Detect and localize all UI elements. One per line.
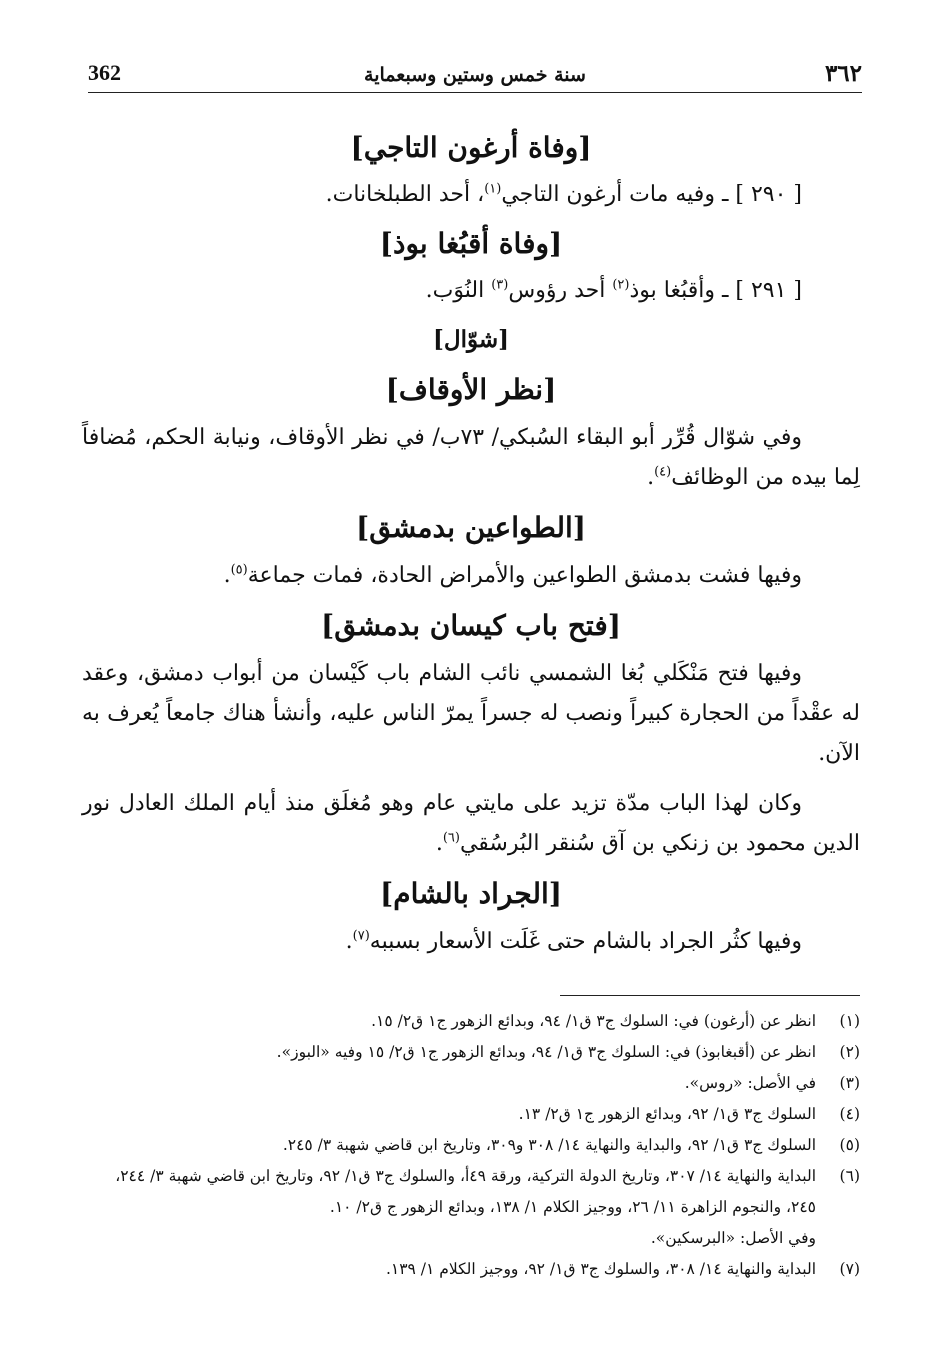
entry-290 (82, 176, 860, 214)
paragraph-text: وفيها فشت بدمشق الطواعين والأمراض الحادة، فمات جماعة (247, 563, 802, 588)
page-number-arabic: ٣٦٢ (824, 60, 862, 87)
footnote-ref[interactable]: (٥) (230, 562, 248, 578)
footnote (82, 1161, 860, 1223)
footnote-ref[interactable]: (٦) (442, 830, 460, 846)
section-heading: [فتح باب كيسان بدمشق] (320, 609, 621, 642)
footnote-text: السلوك ج٣ ق١/ ٩٢، والبداية والنهاية ١٤/ ٣٠٨ و٣٠٩، وتاريخ ابن قاضي شهبة ٣/ ٢٤٥. (282, 1136, 816, 1154)
footnote-text: البداية والنهاية ١٤/ ٣٠٧، وتاريخ الدولة التركية، ورقة ٤٩أ، والسلوك ج٣ ق١/ ٩٢، وتاريخ ابن قاضي شهبة ٣/ ٢٤٤، ٢٤٥، والنجوم الزاهرة ١١/ ٢٦، ووجيز الكلام ١/ ١٣٨، وبدائع الزهور ج ق٢/ ١٠. (115, 1167, 816, 1216)
footnote-number: (٤) (839, 1105, 860, 1123)
footnote-continuation: وفي الأصل: «البرسكين». (650, 1229, 816, 1247)
paragraph (82, 922, 860, 962)
paragraph-text: وفي شوّال قُرِّر أبو البقاء السُبكي/ ٧٣ب/ في نظر الأوقاف، ونيابة الحكم، مُضافاً لِما بيده من الوظائف (82, 425, 860, 490)
main-text (82, 118, 860, 972)
paragraph (82, 418, 860, 498)
paragraph-text: وفيها كثُر الجراد بالشام حتى غَلَت الأسعار بسببه (369, 929, 802, 954)
paragraph-text: . (223, 563, 231, 588)
footnote-number: (٦) (839, 1167, 860, 1185)
footnote-text: انظر عن (أرغون) في: السلوك ج٣ ق١/ ٩٤، وبدائع الزهور ج١ ق٢/ ١٥. (371, 1012, 816, 1030)
footnote-number: (١) (839, 1012, 860, 1030)
footnote-ref[interactable]: (٤) (654, 464, 672, 480)
paragraph-text: . (435, 831, 443, 856)
paragraph-text: وكان لهذا الباب مدّة تزيد على مايتي عام وهو مُغلَق منذ أيام الملك العادل نور الدين محمود بن زنكي بن آق سُنقر البُرسُقي (82, 791, 860, 856)
paragraph-text: . (647, 465, 655, 490)
section-heading: [نظر الأوقاف] (385, 373, 557, 406)
entry-text: [ ٢٩١ ] ـ وأقبُغا بوذ (629, 278, 802, 303)
page-header (88, 58, 862, 93)
page-number-latin: 362 (88, 60, 121, 85)
footnote-ref[interactable]: (٣) (491, 277, 509, 293)
paragraph (82, 784, 860, 864)
footnote-number: (٣) (839, 1074, 860, 1092)
entry-291 (82, 272, 860, 310)
footnote-divider (560, 995, 860, 996)
entry-text: ، أحد الطبلخانات. (325, 182, 485, 207)
month-heading: [شوّال] (432, 326, 510, 353)
footnote-ref[interactable]: (٢) (612, 277, 630, 293)
paragraph: وفيها فتح مَنْكَلي بُغا الشمسي نائب الشام باب كَيْسان من أبواب دمشق، وعقد له عقْداً من الحجارة كبيراً ونصب له جسراً يمرّ الناس عليه، وأنشأ هناك جامعاً يُعرف به الآن. (82, 661, 860, 766)
footnote (82, 1099, 860, 1130)
footnotes (82, 1006, 860, 1285)
footnote-number: (٢) (839, 1043, 860, 1061)
section-heading: [وفاة أرغون التاجي] (350, 131, 592, 164)
entry-text: أحد رؤوس (508, 278, 613, 303)
footnote-text: انظر عن (أقبغابوذ) في: السلوك ج٣ ق١/ ٩٤، وبدائع الزهور ج١ ق٢/ ١٥ وفيه «البوز». (276, 1043, 816, 1061)
paragraph (82, 556, 860, 596)
footnote (82, 1254, 860, 1285)
footnote (82, 1006, 860, 1037)
entry-text: [ ٢٩٠ ] ـ وفيه مات أرغون التاجي (501, 182, 802, 207)
footnote-ref[interactable]: (٧) (352, 928, 370, 944)
footnote-text: في الأصل: «روس». (684, 1074, 816, 1092)
footnote-text: السلوك ج٣ ق١/ ٩٢، وبدائع الزهور ج١ ق٢/ ١٣. (518, 1105, 816, 1123)
footnote-ref[interactable]: (١) (484, 181, 502, 197)
running-title: سنة خمس وستين وسبعماية (364, 64, 586, 86)
section-heading: [الجراد بالشام] (379, 877, 563, 910)
footnote-number: (٥) (839, 1136, 860, 1154)
section-heading: [وفاة أقبُغا بوذ] (379, 227, 563, 260)
footnote-text: البداية والنهاية ١٤/ ٣٠٨، والسلوك ج٣ ق١/ ٩٢، ووجيز الكلام ١/ ١٣٩. (385, 1260, 816, 1278)
paragraph-text: . (345, 929, 353, 954)
entry-text: النُوَب. (425, 278, 492, 303)
footnote (82, 1037, 860, 1068)
footnote (82, 1068, 860, 1099)
footnote (82, 1130, 860, 1161)
section-heading: [الطواعين بدمشق] (355, 511, 587, 544)
footnote-number: (٧) (839, 1260, 860, 1278)
